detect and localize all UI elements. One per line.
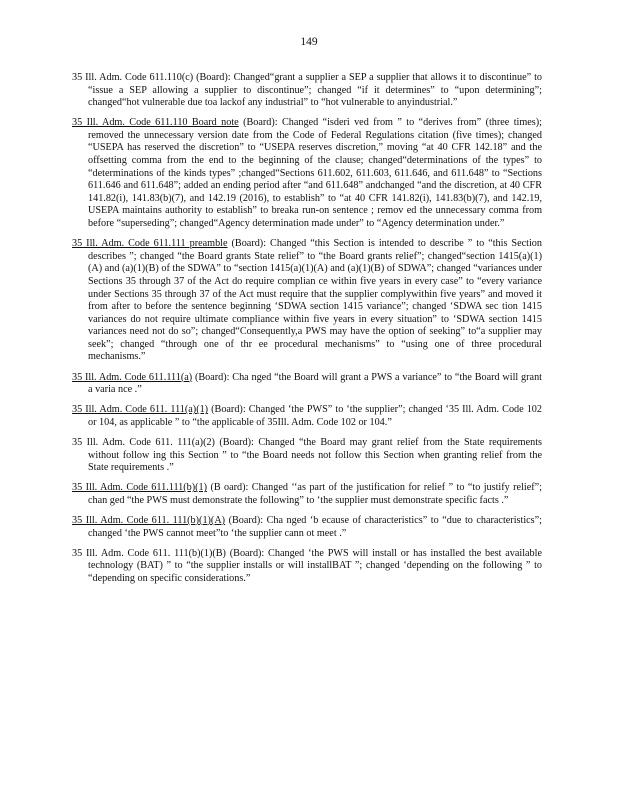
amendment-entry [72, 372, 542, 397]
amendment-entry [72, 515, 542, 540]
change-description: (Board): Changed “the Board may grant relief from the State requirements without follow ing this Section ” to “the Board needs not follow this Section when granting relief from the State requirements .” [88, 436, 542, 474]
amendment-entry [72, 482, 542, 507]
change-description: (B oard): Changed ‘‘as part of the justification for relief ” to “to justify relief”; chan ged “the PWS must demonstrate the following” to ‘the supplier must demonstrate specific facts .” [88, 482, 542, 506]
amendment-entry [72, 437, 542, 475]
change-description: (Board): Cha nged ‘b ecause of characteristics” to “due to characteristics”; changed ‘the PWS cannot meet”to ‘the supplier cann ot meet .” [88, 514, 542, 539]
amendment-list [72, 72, 542, 593]
amendment-entry [72, 117, 542, 230]
citation: 35 Ill. Adm. Code 611.110(c) [72, 72, 194, 83]
amendment-entry [72, 72, 542, 110]
change-description: (Board): Cha nged “the Board will grant a PWS a variance” to “the Board will grant a varia nce .” [88, 371, 542, 396]
change-description: (Board): Changed “this Section is intended to describe ” to “this Section describes ”; changed “the Board grants State relief” to “the Board grants relief”; changed“section 1415(a)(1)(A) and (a)(1)(B) of the SDWA” to “section 1415(a)(1)(A) and (a)(1)(B) of SDWA”; changed “variances under Sections 35 through 37 of the Act do require complian ce within five years in every case” to “every variance under Sections 35 through 37 of the Act must require that the supplier complywithin five years” and moved it from after to before the sentence beginning ‘SDWA section 1415 variance”; changed ‘SDWA sec tion 1415 variances do not require ultimate compliance within five years in every situation” to ‘SDWA section 1415 variances need not do so”; changed“Consequently,a PWS may have the option of seeking” to“a supplier may seek”; changed “through one of thr ee procedural mechanisms” to “using one of three procedural mechanisms.” [88, 238, 542, 363]
citation: 35 Ill. Adm. Code 611.110 Board note [72, 117, 239, 129]
citation: 35 Ill. Adm. Code 611.111(b)(1) [72, 482, 208, 494]
citation: 35 Ill. Adm. Code 611. 111(b)(1)(A) [72, 514, 226, 526]
amendment-entry [72, 404, 542, 429]
amendment-entry [72, 238, 542, 364]
page-number: 149 [300, 36, 318, 48]
citation: 35 Ill. Adm. Code 611. 111(a)(2) [72, 436, 215, 448]
citation: 35 Ill. Adm. Code 611.111 preamble [72, 238, 228, 250]
change-description: (Board): Changed ‘the PWS” to ‘the supplier”; changed ‘35 Ill. Adm. Code 102 or 104, as applicable ” to “the applicable of 35Ill. Adm. Code 102 or 104.” [88, 404, 542, 428]
amendment-entry [72, 548, 542, 586]
citation: 35 Ill. Adm. Code 611.111(a) [72, 371, 193, 383]
change-description: (Board): Changed “isderi ved from ” to “derives from” (three times); removed the unnecessary version date from the Code of Federal Regulations citation (five times); changed “USEPA has reserved the discretion” to “USEPA reserves discretion,” moving “at 40 CFR 142.18” and the offsetting comma from the end to the beginning of the clause; changed“determinations of the types” to “determinations of the kinds types” ;changed“Sections 611.602, 611.603, 611.646, and 611.648” to “Sections 611.646 and 611.648”; added an ending period after “and 611.648” andchanged “and the discretion, at 40 CFR 141.82(i), 141.83(b)(7), and 142.19 (2016), to establish” to “at 40 CFR 141.82(i), 141.83(b)(7), and 142.19, USEPA maintains authority to establish” to breaka run-on sentence ; remov ed the unnecessary comma from before “superseding”; changed“Agency determination made under” to “Agency determination under.” [88, 117, 542, 230]
change-description: (Board): Changed ‘the PWS will install or has installed the best available technology (BAT) ” to “the supplier installs or will installBAT ”; changed ‘depending on the following ” to “depending on specific considerations.” [88, 547, 542, 584]
change-description: (Board): Changed“grant a supplier a SEP a supplier that allows it to discontinue” to “issue a SEP allowing a supplier to discontinue”; changed “if it determines” to “upon determining”; changed“hot vulnerable due toa lackof any industrial” to “hot vulnerable to anyindustrial.” [88, 72, 543, 109]
citation: 35 Ill. Adm. Code 611. 111(b)(1)(B) [72, 547, 226, 559]
citation: 35 Ill. Adm. Code 611. 111(a)(1) [72, 404, 209, 416]
